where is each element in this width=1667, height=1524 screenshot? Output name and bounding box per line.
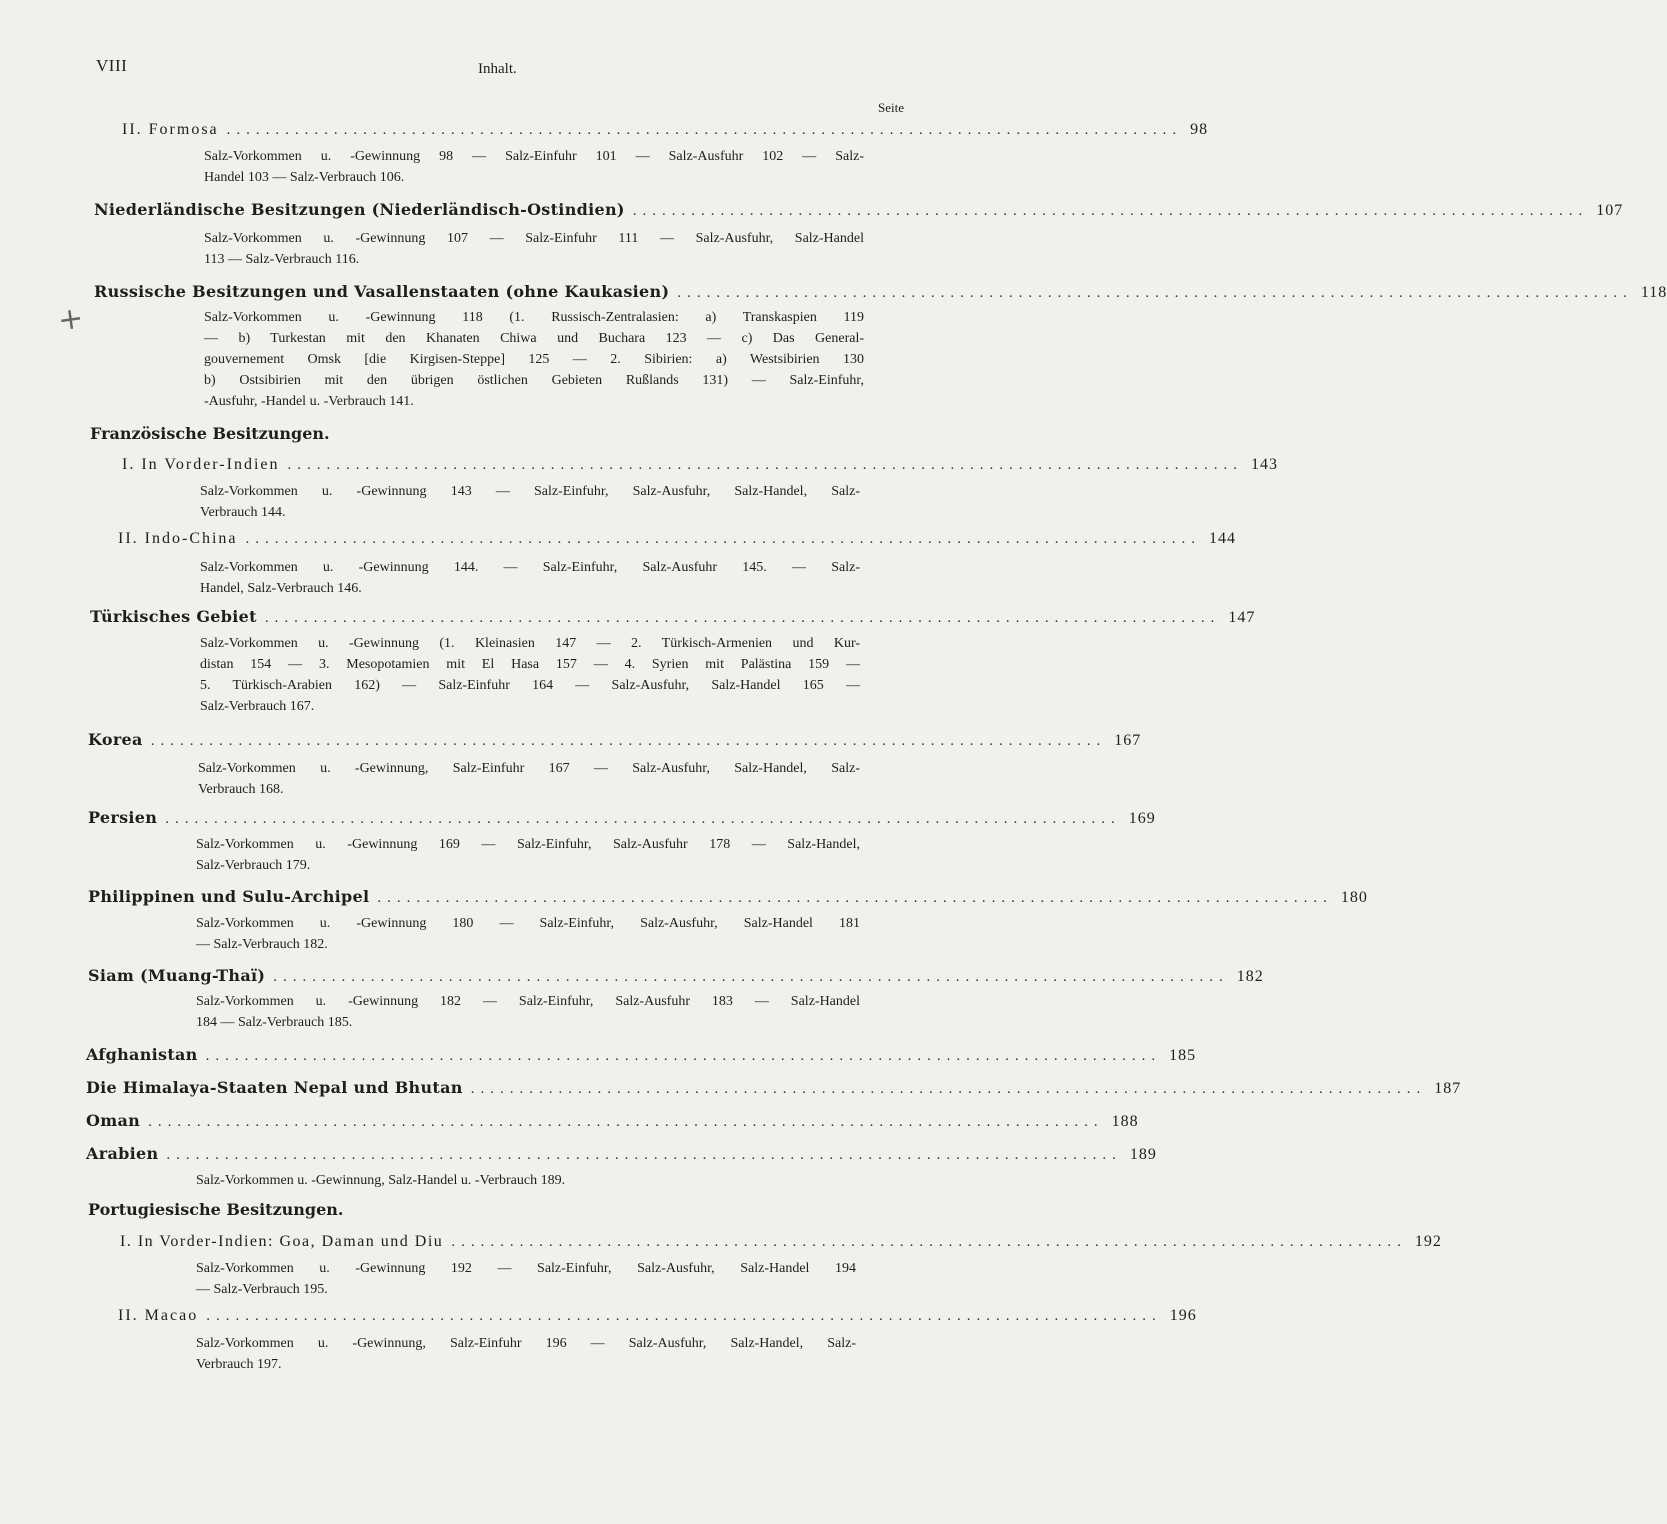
toc-entry-title: Niederländische Besitzungen (Niederländisch-Ostindien) [94,200,625,219]
toc-entry-page: 185 [1169,1047,1197,1064]
toc-entry-arabien [86,1144,1157,1164]
leader-dots: .................................................................................................. [377,890,1333,906]
toc-entry-formosa [122,121,1209,139]
section-heading-franzoesische-besitzungen: Französische Besitzungen. [90,424,330,443]
toc-entry-description [200,481,860,523]
toc-entry-description [196,1333,856,1375]
description-line: Salz-Vorkommen u. -Gewinnung 144. — Salz-Einfuhr, Salz-Ausfuhr 145. — Salz- [200,560,860,575]
toc-entry-title: Korea [88,730,143,749]
leader-dots: .................................................................................................. [451,1234,1407,1250]
toc-entry-page: 107 [1596,202,1624,219]
toc-entry-niederlaendische-besitzungen [94,200,1624,220]
toc-entry-description [200,557,860,599]
toc-entry-description [196,1170,860,1191]
toc-entry-description [196,991,860,1033]
description-line: gouvernement Omsk [die Kirgisen-Steppe] 125 — 2. Sibirien: a) Westsibirien 130 [204,352,864,367]
toc-entry-title: Die Himalaya-Staaten Nepal und Bhutan [86,1078,463,1097]
toc-entry-vorder-indien [122,456,1278,474]
description-line: Verbrauch 197. [196,1357,282,1372]
description-line: Salz-Vorkommen u. -Gewinnung 107 — Salz-Einfuhr 111 — Salz-Ausfuhr, Salz-Handel [204,231,864,246]
toc-entry-description [196,834,860,876]
page-column-label: Seite [878,100,904,115]
leader-dots: .................................................................................................. [226,122,1183,138]
toc-entry-himalaya-staaten [86,1078,1462,1098]
toc-entry-oman [86,1111,1139,1131]
description-line: — Salz-Verbrauch 195. [196,1282,328,1297]
description-line: 5. Türkisch-Arabien 162) — Salz-Einfuhr 164 — Salz-Ausfuhr, Salz-Handel 165 — [200,678,860,693]
toc-entry-page: 98 [1190,121,1209,138]
leader-dots: .................................................................................................. [287,457,1243,473]
toc-entry-description [196,1258,856,1300]
toc-entry-page: 143 [1251,456,1278,473]
toc-entry-goa-daman-diu [120,1233,1442,1251]
page-number: VIII [96,56,128,75]
description-line: Salz-Vorkommen u. -Gewinnung 192 — Salz-Einfuhr, Salz-Ausfuhr, Salz-Handel 194 [196,1261,856,1276]
description-line: Salz-Vorkommen u. -Gewinnung, Salz-Einfuhr 196 — Salz-Ausfuhr, Salz-Handel, Salz- [196,1336,856,1351]
toc-entry-indo-china [118,530,1237,548]
toc-entry-title: II. Formosa [122,121,219,138]
toc-entry-title: Oman [86,1111,141,1130]
description-line: Salz-Vorkommen u. -Gewinnung 98 — Salz-Einfuhr 101 — Salz-Ausfuhr 102 — Salz- [204,149,864,164]
toc-entry-title: Türkisches Gebiet [90,607,257,626]
leader-dots: .................................................................................................. [273,969,1229,985]
leader-dots: .................................................................................................. [245,531,1202,547]
toc-entry-description [200,633,860,717]
toc-entry-page: 169 [1128,810,1156,827]
toc-entry-description [196,913,860,955]
toc-entry-afghanistan [86,1045,1197,1065]
description-line: Salz-Vorkommen u. -Gewinnung, Salz-Einfuhr 167 — Salz-Ausfuhr, Salz-Handel, Salz- [198,761,860,776]
description-line: Salz-Vorkommen u. -Gewinnung 169 — Salz-Einfuhr, Salz-Ausfuhr 178 — Salz-Handel, [196,837,860,852]
toc-entry-title: II. Macao [118,1307,199,1324]
toc-entry-philippinen [88,887,1368,907]
toc-entry-page: 196 [1169,1307,1197,1324]
description-line: 184 — Salz-Verbrauch 185. [196,1015,353,1030]
leader-dots: .................................................................................................. [677,285,1633,301]
description-line: Verbrauch 144. [200,505,286,520]
toc-entry-macao [118,1307,1197,1325]
toc-entry-title: Afghanistan [86,1045,198,1064]
toc-entry-description [198,758,860,800]
leader-dots: .................................................................................................. [205,1048,1162,1064]
toc-entry-page: 182 [1236,968,1264,985]
toc-entry-title: II. Indo-China [118,530,238,547]
toc-entry-page: 187 [1434,1080,1462,1097]
description-line: Salz-Vorkommen u. -Gewinnung, Salz-Handel u. -Verbrauch 189. [196,1173,566,1188]
toc-entry-description [204,307,864,412]
section-heading-portugiesische-besitzungen: Portugiesische Besitzungen. [88,1200,344,1219]
description-line: Salz-Vorkommen u. -Gewinnung 118 (1. Russisch-Zentralasien: a) Transkaspien 119 [204,310,864,325]
toc-entry-description [204,228,864,270]
toc-entry-page: 144 [1209,530,1237,547]
toc-entry-title: Arabien [86,1144,159,1163]
toc-entry-title: Russische Besitzungen und Vasallenstaaten (ohne Kaukasien) [94,282,670,301]
leader-dots: .................................................................................................. [148,1114,1104,1130]
toc-entry-page: 147 [1228,609,1256,626]
description-line: Salz-Vorkommen u. -Gewinnung 180 — Salz-Einfuhr, Salz-Ausfuhr, Salz-Handel 181 [196,916,860,931]
toc-entry-page: 192 [1414,1233,1442,1250]
toc-entry-siam [88,966,1264,986]
toc-entry-title: Persien [88,808,158,827]
description-line: Salz-Verbrauch 167. [200,699,315,714]
description-line: Salz-Vorkommen u. -Gewinnung 182 — Salz-Einfuhr, Salz-Ausfuhr 183 — Salz-Handel [196,994,860,1009]
toc-entry-title: Siam (Muang-Thaï) [88,966,266,985]
toc-entry-page: 188 [1111,1113,1139,1130]
leader-dots: .................................................................................................. [150,733,1107,749]
toc-entry-page: 180 [1340,889,1368,906]
leader-dots: .................................................................................................. [632,203,1589,219]
toc-entry-persien [88,808,1156,828]
leader-dots: .................................................................................................. [470,1081,1427,1097]
leader-dots: .................................................................................................. [206,1308,1162,1324]
toc-entry-page: 118 [1640,284,1667,301]
description-line: Salz-Vorkommen u. -Gewinnung 143 — Salz-Einfuhr, Salz-Ausfuhr, Salz-Handel, Salz- [200,484,860,499]
toc-entry-korea [88,730,1142,750]
toc-entry-title: I. In Vorder-Indien: Goa, Daman und Diu [120,1233,444,1250]
description-line: Salz-Vorkommen u. -Gewinnung (1. Kleinasien 147 — 2. Türkisch-Armenien und Kur- [200,636,860,651]
leader-dots: .................................................................................................. [166,1147,1122,1163]
description-line: Handel, Salz-Verbrauch 146. [200,581,362,596]
margin-pencil-mark: + [55,300,86,339]
description-line: -Ausfuhr, -Handel u. -Verbrauch 141. [204,394,414,409]
leader-dots: .................................................................................................. [165,811,1121,827]
toc-entry-tuerkisches-gebiet [90,607,1256,627]
description-line: b) Ostsibirien mit den übrigen östlichen Gebieten Rußlands 131) — Salz-Einfuhr, [204,373,864,388]
description-line: Handel 103 — Salz-Verbrauch 106. [204,170,405,185]
toc-entry-page: 167 [1114,732,1142,749]
description-line: distan 154 — 3. Mesopotamien mit El Hasa 157 — 4. Syrien mit Palästina 159 — [200,657,860,672]
description-line: 113 — Salz-Verbrauch 116. [204,252,360,267]
toc-entry-description [204,146,864,188]
toc-entry-page: 189 [1129,1146,1157,1163]
description-line: — b) Turkestan mit den Khanaten Chiwa und Buchara 123 — c) Das General- [204,331,864,346]
running-title: Inhalt. [478,61,517,77]
toc-entry-russische-besitzungen [94,282,1667,302]
toc-entry-title: I. In Vorder-Indien [122,456,280,473]
description-line: Verbrauch 168. [198,782,284,797]
leader-dots: .................................................................................................. [264,610,1221,626]
description-line: — Salz-Verbrauch 182. [196,937,328,952]
toc-entry-title: Philippinen und Sulu-Archipel [88,887,370,906]
description-line: Salz-Verbrauch 179. [196,858,311,873]
